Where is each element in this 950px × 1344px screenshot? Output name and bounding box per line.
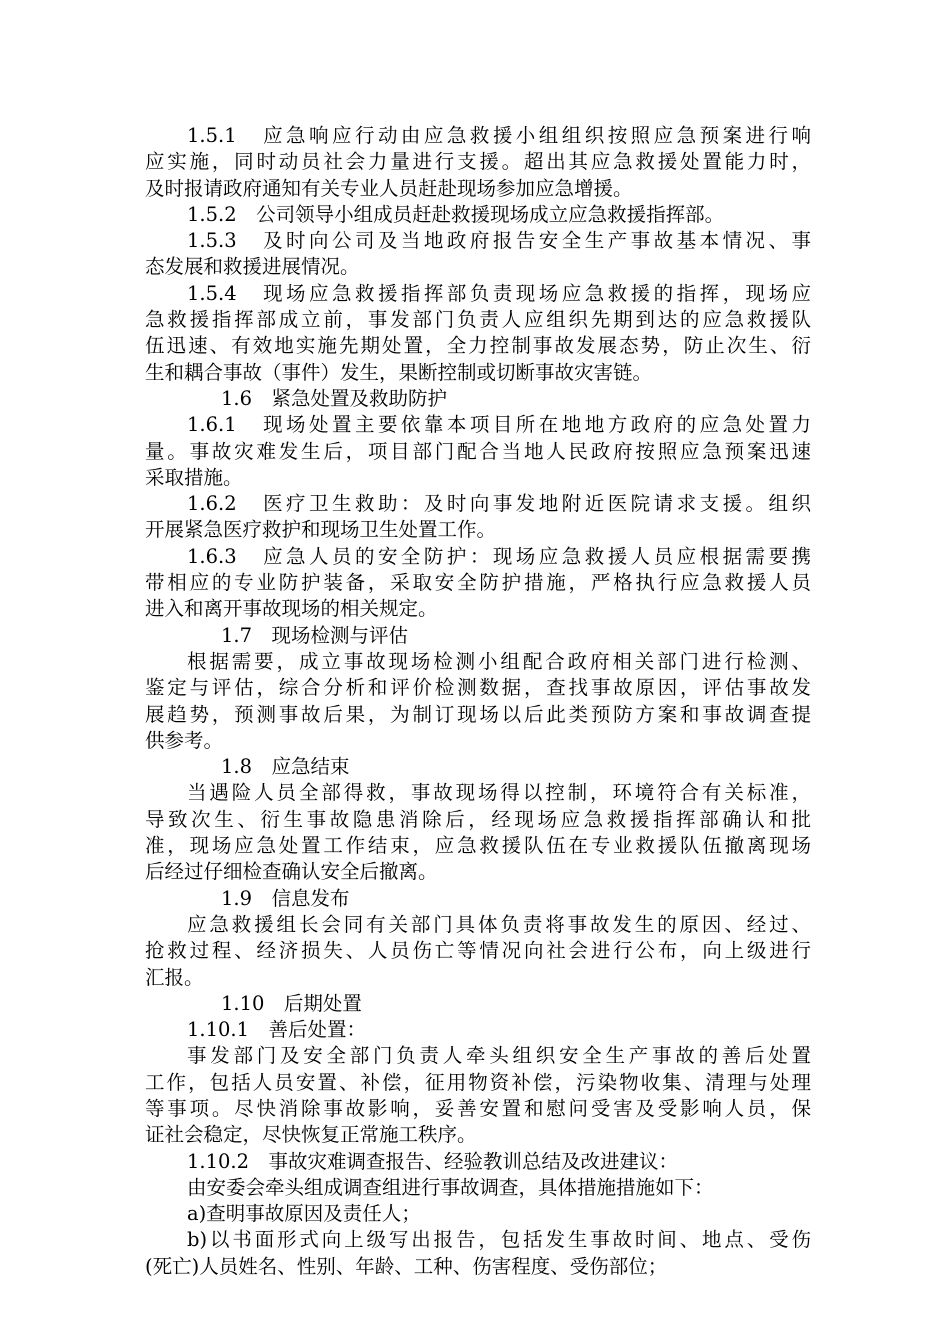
text-line: 1.5.1 应急响应行动由应急救援小组组织按照应急预案进行响 (187, 124, 811, 147)
text-line: 1.10.1 善后处置： (187, 1018, 367, 1042)
text-line: 及时报请政府通知有关专业人员赶赴现场参加应急增援。 (145, 176, 633, 200)
text-line: 1.10.2 事故灾难调查报告、经验教训总结及改进建议： (187, 1149, 679, 1173)
section-heading: 1.8 应急结束 (221, 755, 350, 779)
text-line: 证社会稳定，尽快恢复正常施工秩序。 (145, 1123, 477, 1147)
text-line: 1.6.3 应急人员的安全防护：现场应急救援人员应根据需要携 (187, 544, 811, 568)
text-line: 急救援指挥部成立前，事发部门负责人应组织先期到达的应急救援队 (145, 308, 811, 332)
text-line: 应实施，同时动员社会力量进行支援。超出其应急救援处置能力时， (145, 150, 811, 174)
text-line: 抢救过程、经济损失、人员伤亡等情况向社会进行公布，向上级进行 (145, 939, 811, 963)
section-heading: 1.7 现场检测与评估 (221, 623, 409, 647)
text-line: b)以书面形式向上级写出报告，包括发生事故时间、地点、受伤 (187, 1228, 811, 1252)
text-line: 1.5.4 现场应急救援指挥部负责现场应急救援的指挥，现场应 (187, 281, 811, 305)
text-line: 态发展和救援进展情况。 (145, 255, 360, 279)
section-heading: 1.10 后期处置 (221, 991, 362, 1015)
text-line: 应急救援组长会同有关部门具体负责将事故发生的原因、经过、 (187, 912, 811, 936)
text-line: 供参考。 (145, 728, 224, 752)
text-line: 量。事故灾难发生后，项目部门配合当地人民政府按照应急预案迅速 (145, 439, 811, 463)
text-line: 后经过仔细检查确认安全后撤离。 (145, 860, 438, 884)
text-line: 等事项。尽快消除事故影响，妥善安置和慰问受害及受影响人员，保 (145, 1096, 811, 1120)
text-line: 开展紧急医疗救护和现场卫生处置工作。 (145, 518, 497, 542)
text-line: 鉴定与评估，综合分析和评价检测数据，查找事故原因，评估事故发 (145, 676, 811, 700)
text-line: 1.6.1 现场处置主要依靠本项目所在地地方政府的应急处置力 (187, 413, 811, 437)
text-line: (死亡)人员姓名、性别、年龄、工种、伤害程度、受伤部位； (145, 1254, 668, 1278)
text-line: a)查明事故原因及责任人； (187, 1202, 421, 1226)
text-line: 进入和离开事故现场的相关规定。 (145, 597, 438, 621)
text-line: 根据需要，成立事故现场检测小组配合政府相关部门进行检测、 (187, 649, 811, 673)
text-line: 伍迅速、有效地实施先期处置，全力控制事故发展态势，防止次生、衍 (145, 334, 811, 358)
section-heading: 1.6 紧急处置及救助防护 (221, 386, 448, 410)
text-line: 准，现场应急处置工作结束，应急救援队伍在专业救援队伍撤离现场 (145, 834, 811, 858)
text-line: 1.5.3 及时向公司及当地政府报告安全生产事故基本情况、事 (187, 229, 811, 253)
text-line: 导致次生、衍生事故隐患消除后，经现场应急救援指挥部确认和批 (145, 807, 811, 831)
text-line: 事发部门及安全部门负责人牵头组织安全生产事故的善后处置 (187, 1044, 811, 1068)
text-line: 1.6.2 医疗卫生救助：及时向事发地附近医院请求支援。组织 (187, 492, 811, 516)
section-heading: 1.9 信息发布 (221, 886, 350, 910)
text-line: 工作，包括人员安置、补偿，征用物资补偿，污染物收集、清理与处理 (145, 1070, 811, 1094)
text-line: 展趋势，预测事故后果，为制订现场以后此类预防方案和事故调查提 (145, 702, 811, 726)
document-body (145, 123, 811, 1280)
text-line: 当遇险人员全部得救，事故现场得以控制，环境符合有关标准， (187, 781, 811, 805)
text-line: 汇报。 (145, 965, 204, 989)
text-line: 由安委会牵头组成调查组进行事故调查，具体措施措施如下： (187, 1175, 714, 1199)
text-line: 带相应的专业防护装备，采取安全防护措施，严格执行应急救援人员 (145, 571, 811, 595)
text-line: 生和耦合事故（事件）发生，果断控制或切断事故灾害链。 (145, 360, 653, 384)
text-line: 采取措施。 (145, 465, 243, 489)
text-line: 1.5.2 公司领导小组成员赶赴救援现场成立应急救援指挥部。 (187, 202, 725, 226)
